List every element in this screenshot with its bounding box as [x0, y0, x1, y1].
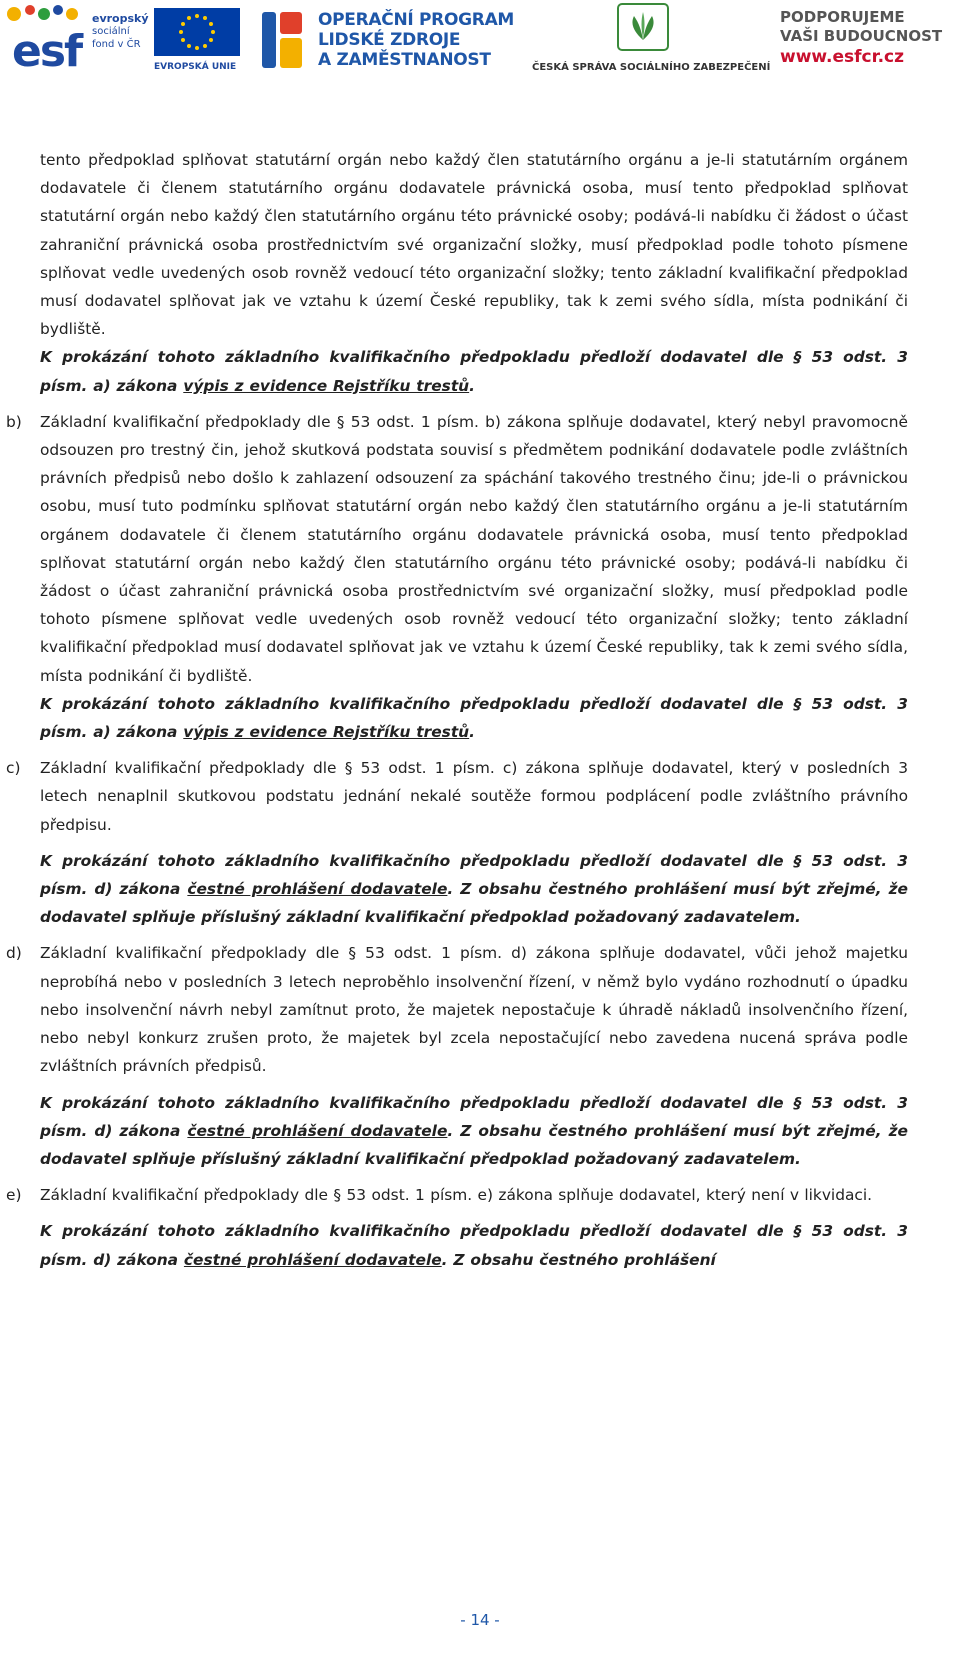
proof-document: čestné prohlášení dodavatele: [183, 1250, 442, 1269]
proof-text-end: . Z obsahu čestného prohlášení: [441, 1250, 716, 1269]
op-title-line: OPERAČNÍ PROGRAM: [318, 10, 515, 30]
support-logo: [780, 8, 956, 76]
proof-text-end: . Z obsahu čestného prohlášení musí být zřejmé, že dodavatel splňuje příslušný základní kvalifikační předpoklad požadovaný zadavatelem.: [40, 1121, 908, 1168]
criterion-item: [6, 754, 908, 931]
op-logo: [262, 6, 515, 76]
criterion-paragraph: Základní kvalifikační předpoklady dle § 53 odst. 1 písm. b) zákona splňuje dodavatel, který nebyl pravomocně odsouzen pro trestný čin, jehož skutková podstata souvisí s předmětem podnikání dodavatele podle zvláštních právních předpisů nebo došlo k zahlazení odsouzení za spáchání takového trestného činu; jde-li o právnickou osobu, musí tuto podmínku splňovat statutární orgán nebo každý člen statutárního orgánu a je-li statutárním orgánem dodavatele či členem statutárního orgánu dodavatele právnická osoba, musí tento předpoklad splňovat statutární orgán nebo každý člen statutárního orgánu této právnické osoby; podává-li nabídku či žádost o účast zahraniční právnická osoba prostřednictvím své organizační složky, musí předpoklad podle tohoto písmene splňovat vedle uvedených osob rovněž vedoucí této organizační složky; tento základní kvalifikační předpoklad musí dodavatel splňovat jak ve vztahu k území České republiky, tak k zemi svého sídla, místa podnikání či bydliště.: [40, 412, 908, 685]
proof-document: výpis z evidence Rejstříku trestů: [183, 376, 470, 395]
logo-bar: [0, 0, 960, 80]
proof-document: výpis z evidence Rejstříku trestů: [183, 723, 470, 742]
esf-caption-line: sociální: [92, 26, 130, 37]
proof-text: K prokázání tohoto základního kvalifikačního předpokladu předloží dodavatel dle § 53 odst. 3 písm. d) zákona: [40, 1222, 908, 1269]
support-url: www.esfcr.cz: [780, 47, 904, 67]
proof-paragraph: [40, 1089, 908, 1174]
esf-caption-line: fond v ČR: [92, 39, 141, 50]
support-line: VAŠI BUDOUCNOST: [780, 27, 943, 45]
proof-paragraph: [40, 343, 908, 399]
proof-text-end: .: [469, 376, 476, 395]
item-letter: c): [6, 759, 21, 778]
criterion-paragraph: Základní kvalifikační předpoklady dle § 53 odst. 1 písm. d) zákona splňuje dodavatel, vůči jehož majetku neprobíhá nebo v posledních 3 letech neproběhlo insolvenční řízení, v němž bylo vydáno rozhodnutí o úpadku nebo insolvenční návrh nebyl zamítnut proto, že majetek nepostačuje k úhradě nákladů insolvenčního řízení, nebo nebyl konkurz zrušen proto, že majetek byl zcela nepostačující nebo zavedena nucená správa podle zvláštních právních předpisů.: [40, 944, 908, 1076]
eu-caption: EVROPSKÁ UNIE: [154, 62, 237, 72]
criterion-item: [6, 939, 908, 1173]
op-title-line: A ZAMĚSTNANOST: [318, 50, 491, 70]
page-number: - 14 -: [460, 1611, 500, 1629]
item-letter: e): [6, 1186, 22, 1205]
esf-wordmark: esf: [12, 26, 82, 77]
proof-paragraph: [40, 1217, 908, 1273]
proof-document: čestné prohlášení dodavatele: [187, 1121, 448, 1140]
criterion-item: [6, 408, 908, 746]
support-line: PODPORUJEME: [780, 8, 905, 26]
item-letter: d): [6, 944, 22, 963]
proof-document: čestné prohlášení dodavatele: [187, 880, 448, 899]
proof-paragraph: [40, 847, 908, 932]
proof-text: K prokázání tohoto základního kvalifikačního předpokladu předloží dodavatel dle § 53 odst. 3 písm. a) zákona: [40, 348, 908, 395]
criterion-item: [6, 1181, 908, 1274]
proof-text: K prokázání tohoto základního kvalifikačního předpokladu předloží dodavatel dle § 53 odst. 3 písm. d) zákona: [40, 851, 908, 899]
proof-text-end: . Z obsahu čestného prohlášení musí být zřejmé, že dodavatel splňuje příslušný základní kvalifikační předpoklad požadovaný zadavatelem.: [40, 880, 908, 927]
cssz-emblem-icon: [616, 2, 670, 52]
esf-caption-line: evropský: [92, 12, 149, 25]
op-title: [318, 10, 514, 70]
op-mark-icon: [262, 6, 306, 72]
eu-flag-icon: [154, 8, 240, 56]
criterion-paragraph: Základní kvalifikační předpoklady dle § 53 odst. 1 písm. c) zákona splňuje dodavatel, který v posledních 3 letech nenaplnil skutkovou podstatu jednání nekalé soutěže formou podplácení podle zvláštního právního předpisu.: [40, 759, 908, 834]
proof-text-end: .: [469, 723, 476, 742]
proof-text: K prokázání tohoto základního kvalifikačního předpokladu předloží dodavatel dle § 53 odst. 3 písm. d) zákona: [40, 1093, 908, 1140]
criterion-paragraph: Základní kvalifikační předpoklady dle § 53 odst. 1 písm. e) zákona splňuje dodavatel, který není v likvidaci.: [40, 1186, 873, 1205]
esf-caption: [92, 12, 152, 51]
intro-paragraph: tento předpoklad splňovat statutární orgán nebo každý člen statutárního orgánu a je-li statutárním orgánem dodavatele či členem statutárního orgánu dodavatele právnická osoba, musí tento předpoklad splňovat statutární orgán nebo každý člen statutárního orgánu této právnické osoby; podává-li nabídku či žádost o účast zahraniční právnická osoba prostřednictvím své organizační složky, musí předpoklad podle tohoto písmene splňovat vedle uvedených osob rovněž vedoucí této organizační složky; tento základní kvalifikační předpoklad musí dodavatel splňovat jak ve vztahu k území České republiky, tak k zemi svého sídla, místa podnikání či bydliště.: [40, 151, 908, 339]
op-title-line: LIDSKÉ ZDROJE: [318, 30, 461, 50]
proof-text: K prokázání tohoto základního kvalifikačního předpokladu předloží dodavatel dle § 53 odst. 3 písm. a) zákona: [40, 694, 908, 742]
cssz-logo: [532, 2, 771, 76]
document-body: [6, 146, 908, 1274]
cssz-caption: ČESKÁ SPRÁVA SOCIÁLNÍHO ZABEZPEČENÍ: [532, 62, 771, 73]
esf-logo: [4, 4, 246, 76]
proof-paragraph: [40, 690, 908, 746]
item-letter: b): [6, 412, 22, 431]
